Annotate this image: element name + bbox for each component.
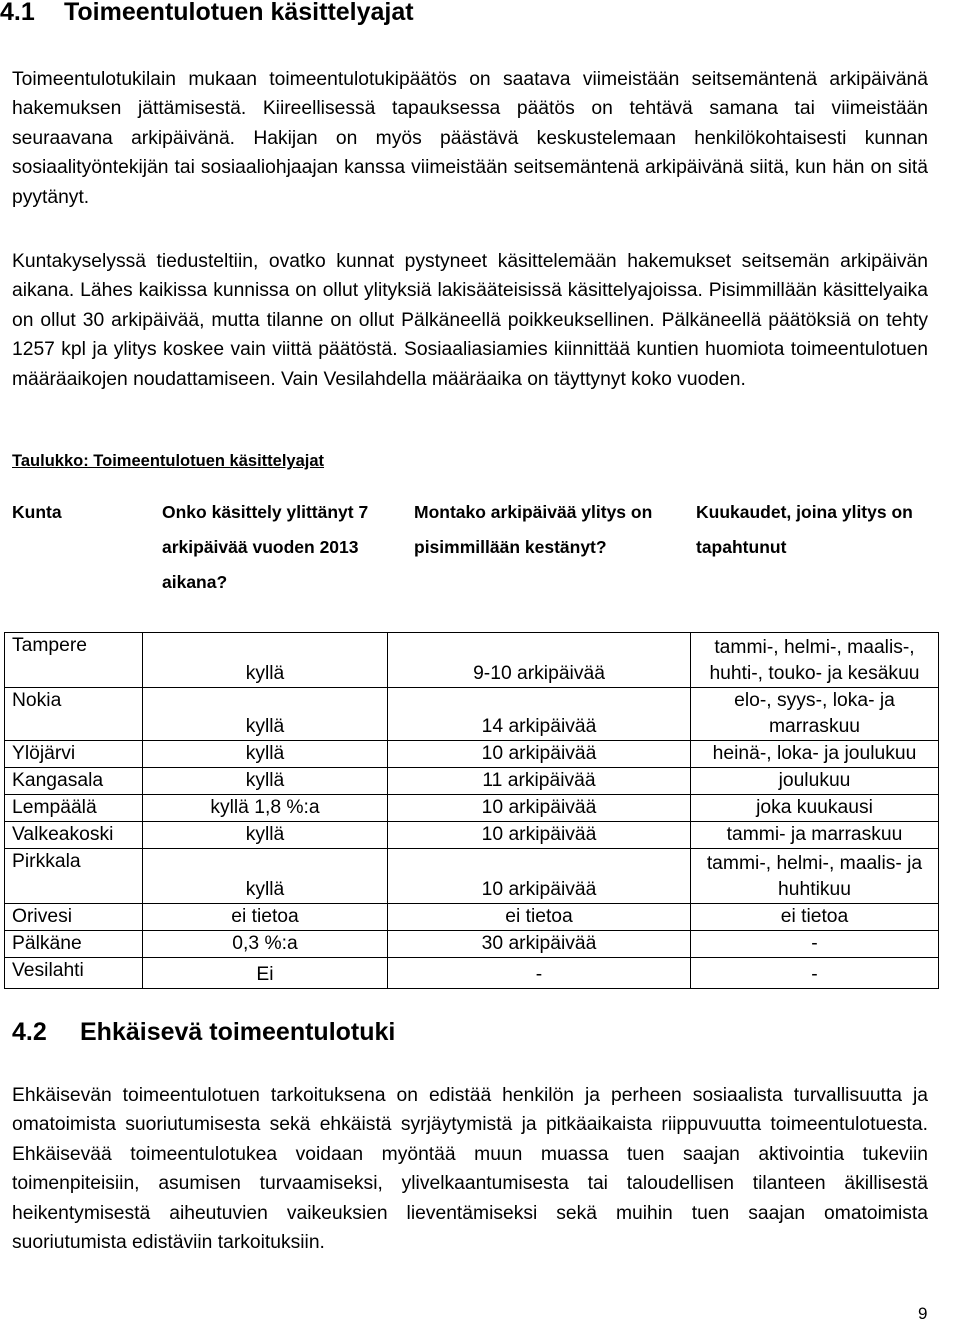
cell-city: Pirkkala [5,849,143,904]
cell-exceeded: 0,3 %:a [143,931,388,958]
section-heading-4-1 [0,0,414,27]
cell-longest: 10 arkipäivää [388,822,691,849]
cell-longest: 10 arkipäivää [388,741,691,768]
cell-exceeded: kyllä [143,741,388,768]
table-row [5,741,939,768]
cell-city: Nokia [5,688,143,741]
table-row [5,904,939,931]
cell-city: Valkeakoski [5,822,143,849]
cell-longest: ei tietoa [388,904,691,931]
cell-months: ei tietoa [691,904,939,931]
column-header-months: Kuukaudet, joina ylitys on tapahtunut [696,502,913,557]
section-heading-4-2 [12,1018,395,1047]
paragraph-intro: Toimeentulotukilain mukaan toimeentulotukipäätös on saatava viimeistään seitsemäntenä arkipäivänä hakemuksen jättämisestä. Kiireellisessä tapauksessa päätös on tehtävä samana tai viimeistään seuraavana arkipäivänä. Hakijan on myös päästävä keskustelemaan henkilökohtaisesti kunnan sosiaalityöntekijän tai sosiaaliohjaajan kanssa viimeistään seitsemäntenä arkipäivänä siitä, kun hän on sitä pyytänyt. [12,69,928,208]
table-row [5,688,939,741]
table-row [5,849,939,904]
cell-months: elo-, syys-, loka- ja marraskuu [691,688,939,741]
column-header-kunta: Kunta [12,502,62,522]
table-row [5,795,939,822]
cell-exceeded: kyllä [143,822,388,849]
cell-months: - [691,931,939,958]
cell-city: Ylöjärvi [5,741,143,768]
cell-months: tammi- ja marraskuu [691,822,939,849]
cell-exceeded: kyllä 1,8 %:a [143,795,388,822]
page-number: 9 [918,1304,928,1323]
paragraph-preventive: Ehkäisevän toimeentulotuen tarkoituksena on edistää henkilön ja perheen sosiaalista turvallisuutta ja omatoimista suoriutumisesta sekä ehkäistä syrjäytymistä ja pitkäaikaista riippuvuutta toimeentulotuesta. Ehkäisevää toimeentulotukea voidaan myöntää muun muassa tuen saajan aktivointia tukeviin toimenpiteisiin, asumisen turvaamiseksi, ylivelkaantumisesta tai taloudellisen tilanteen äkillisestä heikentymisestä aiheutuvien vaikeuksien lieventämiseksi sekä muihin tuen saajan omatoimista suoriutumista edistäviin tarkoituksiin. [12,1085,928,1254]
cell-city: Kangasala [5,768,143,795]
section-number: 4.2 [12,1018,47,1046]
table-row [5,958,939,989]
cell-longest: 14 arkipäivää [388,688,691,741]
table-row [5,931,939,958]
cell-exceeded: ei tietoa [143,904,388,931]
cell-longest: 10 arkipäivää [388,849,691,904]
cell-exceeded: kyllä [143,633,388,688]
cell-exceeded: kyllä [143,688,388,741]
cell-months: tammi-, helmi-, maalis- ja huhtikuu [691,849,939,904]
table-caption: Taulukko: Toimeentulotuen käsittelyajat [12,452,325,470]
cell-city: Orivesi [5,904,143,931]
cell-months: joka kuukausi [691,795,939,822]
table-row [5,768,939,795]
cell-city: Vesilahti [5,958,143,989]
cell-city: Lempäälä [5,795,143,822]
cell-months: joulukuu [691,768,939,795]
cell-exceeded: Ei [143,958,388,989]
paragraph-survey: Kuntakyselyssä tiedusteltiin, ovatko kunnat pystyneet käsittelemään hakemukset seitsemän arkipäivän aikana. Lähes kaikissa kunnissa on ollut ylityksiä lakisääteisissä käsittelyajoissa. Pisimmillään käsittelyaika on ollut 30 arkipäivää, mutta tilanne on ollut Pälkäneellä poikkeuksellinen. Pälkäneellä päätöksiä on tehty 1257 kpl ja ylitys koskee vain viittä päätöstä. Sosiaaliasiamies kiinnittää kuntien huomiota toimeentulotuen määräaikojen noudattamiseen. Vain Vesilahdella määräaika on täyttynyt koko vuoden. [12,251,928,390]
cell-longest: 30 arkipäivää [388,931,691,958]
cell-longest: 10 arkipäivää [388,795,691,822]
cell-exceeded: kyllä [143,849,388,904]
section-title: Toimeentulotuen käsittelyajat [64,0,414,26]
cell-months: tammi-, helmi-, maalis-, huhti-, touko- ja kesäkuu [691,633,939,688]
column-header-longest: Montako arkipäivää ylitys on pisimmillään kestänyt? [414,502,653,557]
section-title: Ehkäisevä toimeentulotuki [80,1018,396,1046]
cell-longest: 9-10 arkipäivää [388,633,691,688]
cell-city: Tampere [5,633,143,688]
cell-exceeded: kyllä [143,768,388,795]
table-row [5,633,939,688]
cell-city: Pälkäne [5,931,143,958]
cell-longest: - [388,958,691,989]
section-number: 4.1 [0,0,35,26]
column-header-exceeded: Onko käsittely ylittänyt 7 arkipäivää vuoden 2013 aikana? [162,502,369,592]
cell-months: heinä-, loka- ja joulukuu [691,741,939,768]
table-row [5,822,939,849]
cell-months: - [691,958,939,989]
processing-times-table [4,632,939,989]
cell-longest: 11 arkipäivää [388,768,691,795]
